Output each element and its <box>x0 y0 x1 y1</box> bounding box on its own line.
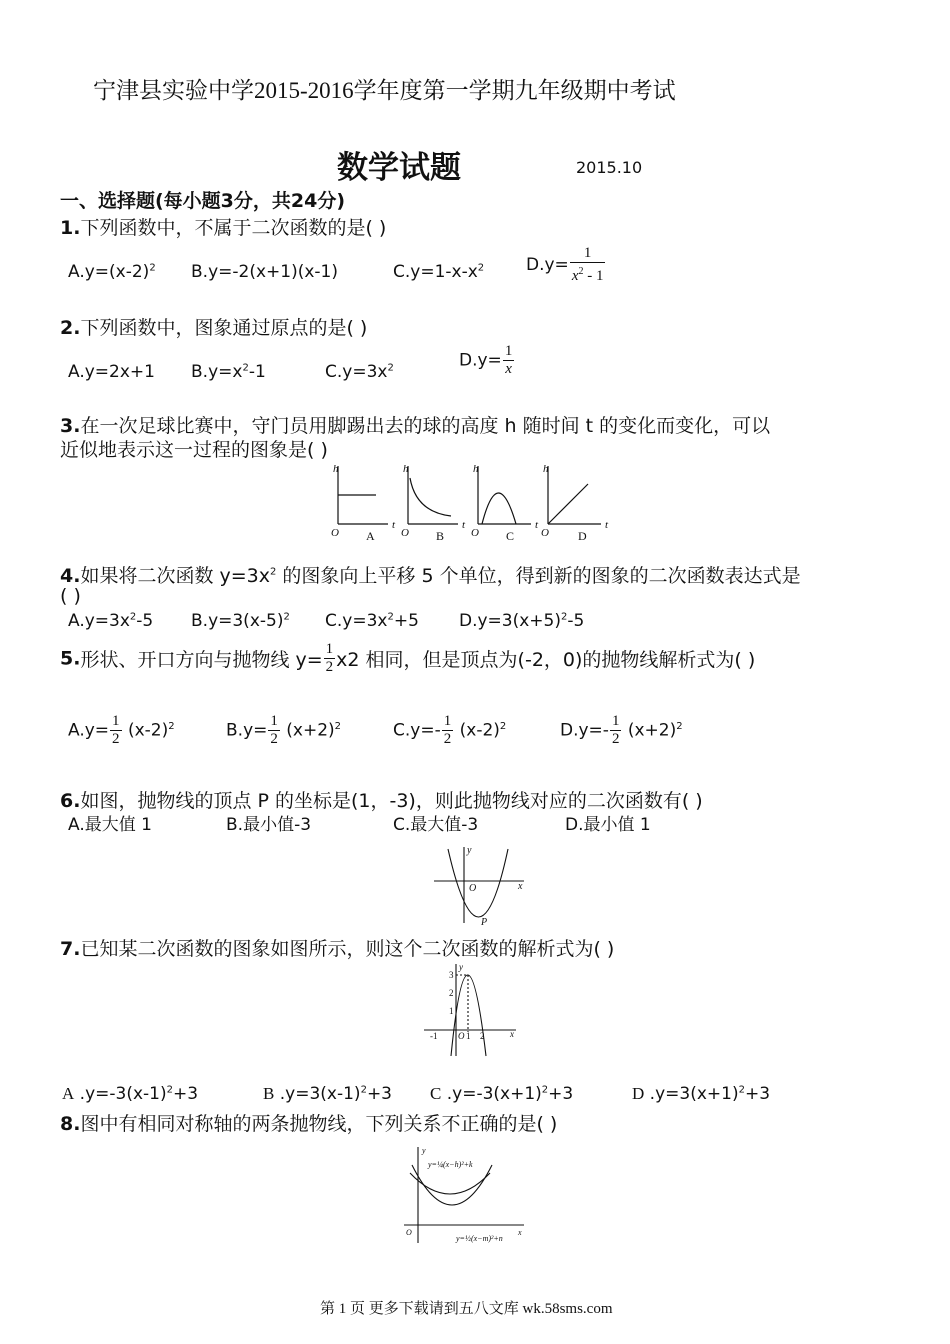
svg-text:h: h <box>543 463 549 475</box>
q7-option-c: C $.y=-3(x+1)^2+3$ <box>430 1084 574 1104</box>
svg-text:3: 3 <box>449 970 454 980</box>
svg-text:h: h <box>403 463 409 475</box>
question-number: 8. <box>60 1113 81 1135</box>
graph-label-c: C <box>506 529 515 543</box>
svg-text:O: O <box>541 527 549 539</box>
q8-parabolas-figure <box>400 1143 530 1245</box>
svg-text:O: O <box>331 527 339 539</box>
q2-option-c: $C.y=3x^2$ <box>325 362 394 382</box>
question-number: 5. <box>60 647 81 670</box>
q5-option-b: B.y= $\frac{1}{2}$ $(x+2)^2$ <box>226 713 342 747</box>
q2-option-d: D.y= $\frac{1}{x}$ <box>459 343 513 377</box>
svg-text:t: t <box>392 519 396 531</box>
question-number: 6. <box>60 790 81 812</box>
q5-option-a: A.y= $\frac{1}{2}$ $(x-2)^2$ <box>68 713 175 747</box>
question-text: 已知某二次函数的图象如图所示，则这个二次函数的解析式为( ) <box>80 938 615 960</box>
exam-date: 2015.10 <box>576 158 643 177</box>
svg-text:y: y <box>422 1146 426 1155</box>
q1-option-c: $C.y=1-x-x^2$ <box>393 262 485 282</box>
svg-text:y=¼(x−h)²+k: y=¼(x−h)²+k <box>428 1160 473 1169</box>
svg-text:P: P <box>481 917 488 927</box>
question-number: 2. <box>60 317 81 339</box>
svg-text:1: 1 <box>466 1031 471 1041</box>
q4-option-d: $D.y=3(x+5)^2-5$ <box>459 611 585 631</box>
svg-text:t: t <box>462 519 466 531</box>
q4-option-b: $B.y=3(x-5)^2$ <box>191 611 290 631</box>
q6-parabola-figure <box>432 843 532 927</box>
svg-text:2: 2 <box>480 1031 485 1041</box>
fraction: $\frac{1}{x}$ <box>504 343 513 377</box>
graph-label-a: A <box>366 529 375 543</box>
fraction: $\frac{1}{x^2 - 1}$ <box>571 245 604 284</box>
question-5: 5.形状、开口方向与抛物线 y= $\frac{1}{2}$ x2 相同，但是顶点为(-2，0)的抛物线解析式为( ) <box>60 641 756 675</box>
section-title: 一、选择题(每小题3分，共24分) <box>60 190 346 212</box>
svg-text:O: O <box>406 1228 412 1237</box>
question-1 <box>60 213 386 240</box>
question-4: 4.如果将二次函数 $y=3x^2$ 的图象向上平移 5 个单位，得到新的图象的二次函数表达式是 <box>60 565 801 587</box>
question-7 <box>60 934 614 961</box>
fraction: $\frac{1}{2}$ <box>325 641 334 675</box>
axis-h-label: h <box>333 463 339 475</box>
svg-text:O: O <box>469 883 477 894</box>
q7-parabola-figure <box>420 960 520 1058</box>
question-6 <box>60 786 703 813</box>
q6-option-c: C.最大值-3 <box>393 815 479 835</box>
question-number: 3. <box>60 415 81 437</box>
question-3-line2: 近似地表示这一过程的图象是( ) <box>60 439 328 461</box>
svg-text:y: y <box>459 962 463 972</box>
question-number: 4. <box>60 565 81 587</box>
graph-label-d: D <box>578 529 587 543</box>
q4-option-a: $A.y=3x^2-5$ <box>68 611 154 631</box>
question-4-line2: ( ) <box>60 585 81 607</box>
q5-option-c: C.y=- $\frac{1}{2}$ $(x-2)^2$ <box>393 713 507 747</box>
svg-text:y: y <box>467 845 472 856</box>
svg-text:O: O <box>401 527 409 539</box>
question-text: 下列函数中，不属于二次函数的是( ) <box>80 217 387 239</box>
svg-text:2: 2 <box>449 988 454 998</box>
q3-graphs-figure <box>326 460 616 544</box>
q1-option-a: $A.y=(x-2)^2$ <box>68 262 156 282</box>
question-number: 1. <box>60 217 81 239</box>
svg-text:x: x <box>518 881 523 892</box>
svg-text:O: O <box>458 1031 465 1041</box>
page-footer: 第 1 页 更多下载请到五八文库 wk.58sms.com <box>320 1301 613 1317</box>
svg-text:t: t <box>605 519 609 531</box>
q4-option-c: $C.y=3x^2+5$ <box>325 611 419 631</box>
svg-text:t: t <box>535 519 539 531</box>
svg-text:x: x <box>510 1029 514 1039</box>
svg-text:1: 1 <box>449 1006 454 1016</box>
svg-text:O: O <box>471 527 479 539</box>
q6-option-d: D.最小值 1 <box>565 815 651 835</box>
q7-option-b: B $.y=3(x-1)^2+3$ <box>263 1084 392 1104</box>
svg-text:-1: -1 <box>430 1031 438 1041</box>
q2-option-b: $B.y=x^2-1$ <box>191 362 266 382</box>
question-2 <box>60 313 367 340</box>
question-text: 在一次足球比赛中，守门员用脚踢出去的球的高度 h 随时间 t 的变化而变化，可以 <box>80 415 771 437</box>
question-3 <box>60 411 770 438</box>
svg-text:y=½(x−m)²+n: y=½(x−m)²+n <box>456 1234 503 1243</box>
svg-text:x: x <box>518 1228 522 1237</box>
q6-option-b: B.最小值-3 <box>226 815 312 835</box>
question-text: 如图，抛物线的顶点 P 的坐标是(1，-3)，则此抛物线对应的二次函数有( ) <box>80 790 703 812</box>
q7-option-a: A $.y=-3(x-1)^2+3$ <box>62 1084 199 1104</box>
svg-text:h: h <box>473 463 479 475</box>
school-exam-title: 宁津县实验中学2015-2016学年度第一学期九年级期中考试 <box>93 78 676 103</box>
question-text: 下列函数中，图象通过原点的是( ) <box>80 317 368 339</box>
question-text: 图中有相同对称轴的两条抛物线，下列关系不正确的是( ) <box>80 1113 558 1135</box>
question-8 <box>60 1109 557 1136</box>
q5-option-d: D.y=- $\frac{1}{2}$ $(x+2)^2$ <box>560 713 683 747</box>
q1-option-b: B.y=-2(x+1)(x-1) <box>191 262 338 282</box>
question-number: 7. <box>60 938 81 960</box>
graph-label-b: B <box>436 529 445 543</box>
q1-option-d: D.y= $\frac{1}{x^2 - 1}$ <box>526 245 604 284</box>
subject-title: 数学试题 <box>337 150 461 186</box>
q7-option-d: D $.y=3(x+1)^2+3$ <box>632 1084 771 1104</box>
q2-option-a: A.y=2x+1 <box>68 362 155 382</box>
q6-option-a: A.最大值 1 <box>68 815 152 835</box>
